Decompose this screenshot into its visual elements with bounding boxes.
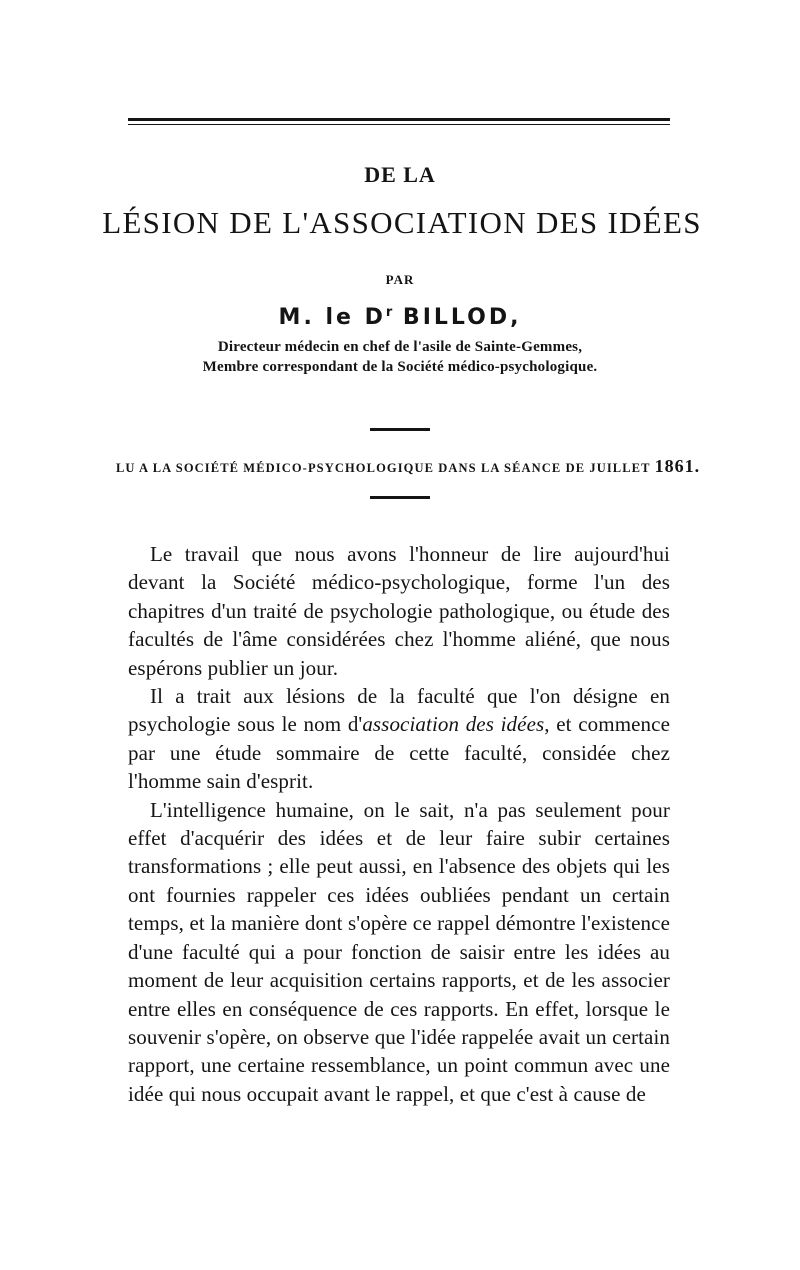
- separator-rule-1: [370, 428, 430, 431]
- author-title-sup: r: [385, 305, 393, 320]
- reading-year: 1861.: [654, 456, 701, 476]
- article-body: [128, 540, 670, 1108]
- paragraph-1: Le travail que nous avons l'honneur de lire aujourd'hui devant la Société médico-psychologique, forme l'un des chapitres d'un traité de psychologie pathologique, ou étude des facultés de l'âme considérées chez l'homme aliéné, que nous espérons publier un jour.: [128, 542, 670, 680]
- paragraph-2-text-b: , et commence par une étude sommaire de cette faculté, considée chez l'homme sain d'esprit.: [128, 712, 670, 794]
- author-affiliation-1: Directeur médecin en chef de l'asile de Sainte-Gemmes,: [217, 339, 583, 355]
- author-name: [0, 305, 800, 330]
- header-rule-thick: [128, 118, 670, 121]
- by-label: PAR: [385, 272, 415, 287]
- author-prefix: M. le D: [278, 305, 386, 330]
- paragraph-2-text-a: Il a trait aux lésions de la faculté que l'on désigne en psychologie sous le nom d': [128, 684, 670, 737]
- separator-rule-2: [370, 496, 430, 499]
- paragraph-2-italic: association des idées: [362, 712, 545, 737]
- paragraph-3: L'intelligence humaine, on le sait, n'a pas seulement pour effet d'acquérir des idées et de leur faire subir certaines transformations ; elle peut aussi, en l'absence des objets qui les ont fournies rappeler ces idées oubliées pendant un certain temps, et la manière dont s'opère ce rappel démontre l'existence d'une faculté qui a pour fonction de saisir entre les idées au moment de leur acquisition certains rapports, et de les associer entre elles en conséquence de ces rapports. En effet, lorsque le souvenir s'opère, on observe que l'idée rappelée avait un certain rapport, une certaine ressemblance, un point commun avec une idée qui nous occupait avant le rappel, et que c'est à cause de: [128, 797, 670, 1106]
- title-prefix: DE LA: [364, 162, 436, 187]
- header-rule-thin: [128, 124, 670, 125]
- article-title: LÉSION DE L'ASSOCIATION DES IDÉES: [102, 205, 702, 240]
- reading-note-text: LU A LA SOCIÉTÉ MÉDICO-PSYCHOLOGIQUE DANS LA SÉANCE DE JUILLET: [115, 461, 655, 475]
- author-surname: BILLOD,: [392, 305, 522, 330]
- reading-note: [8, 456, 800, 477]
- paragraph-2: [128, 682, 670, 796]
- author-affiliation-2: Membre correspondant de la Société médico-psychologique.: [202, 359, 598, 375]
